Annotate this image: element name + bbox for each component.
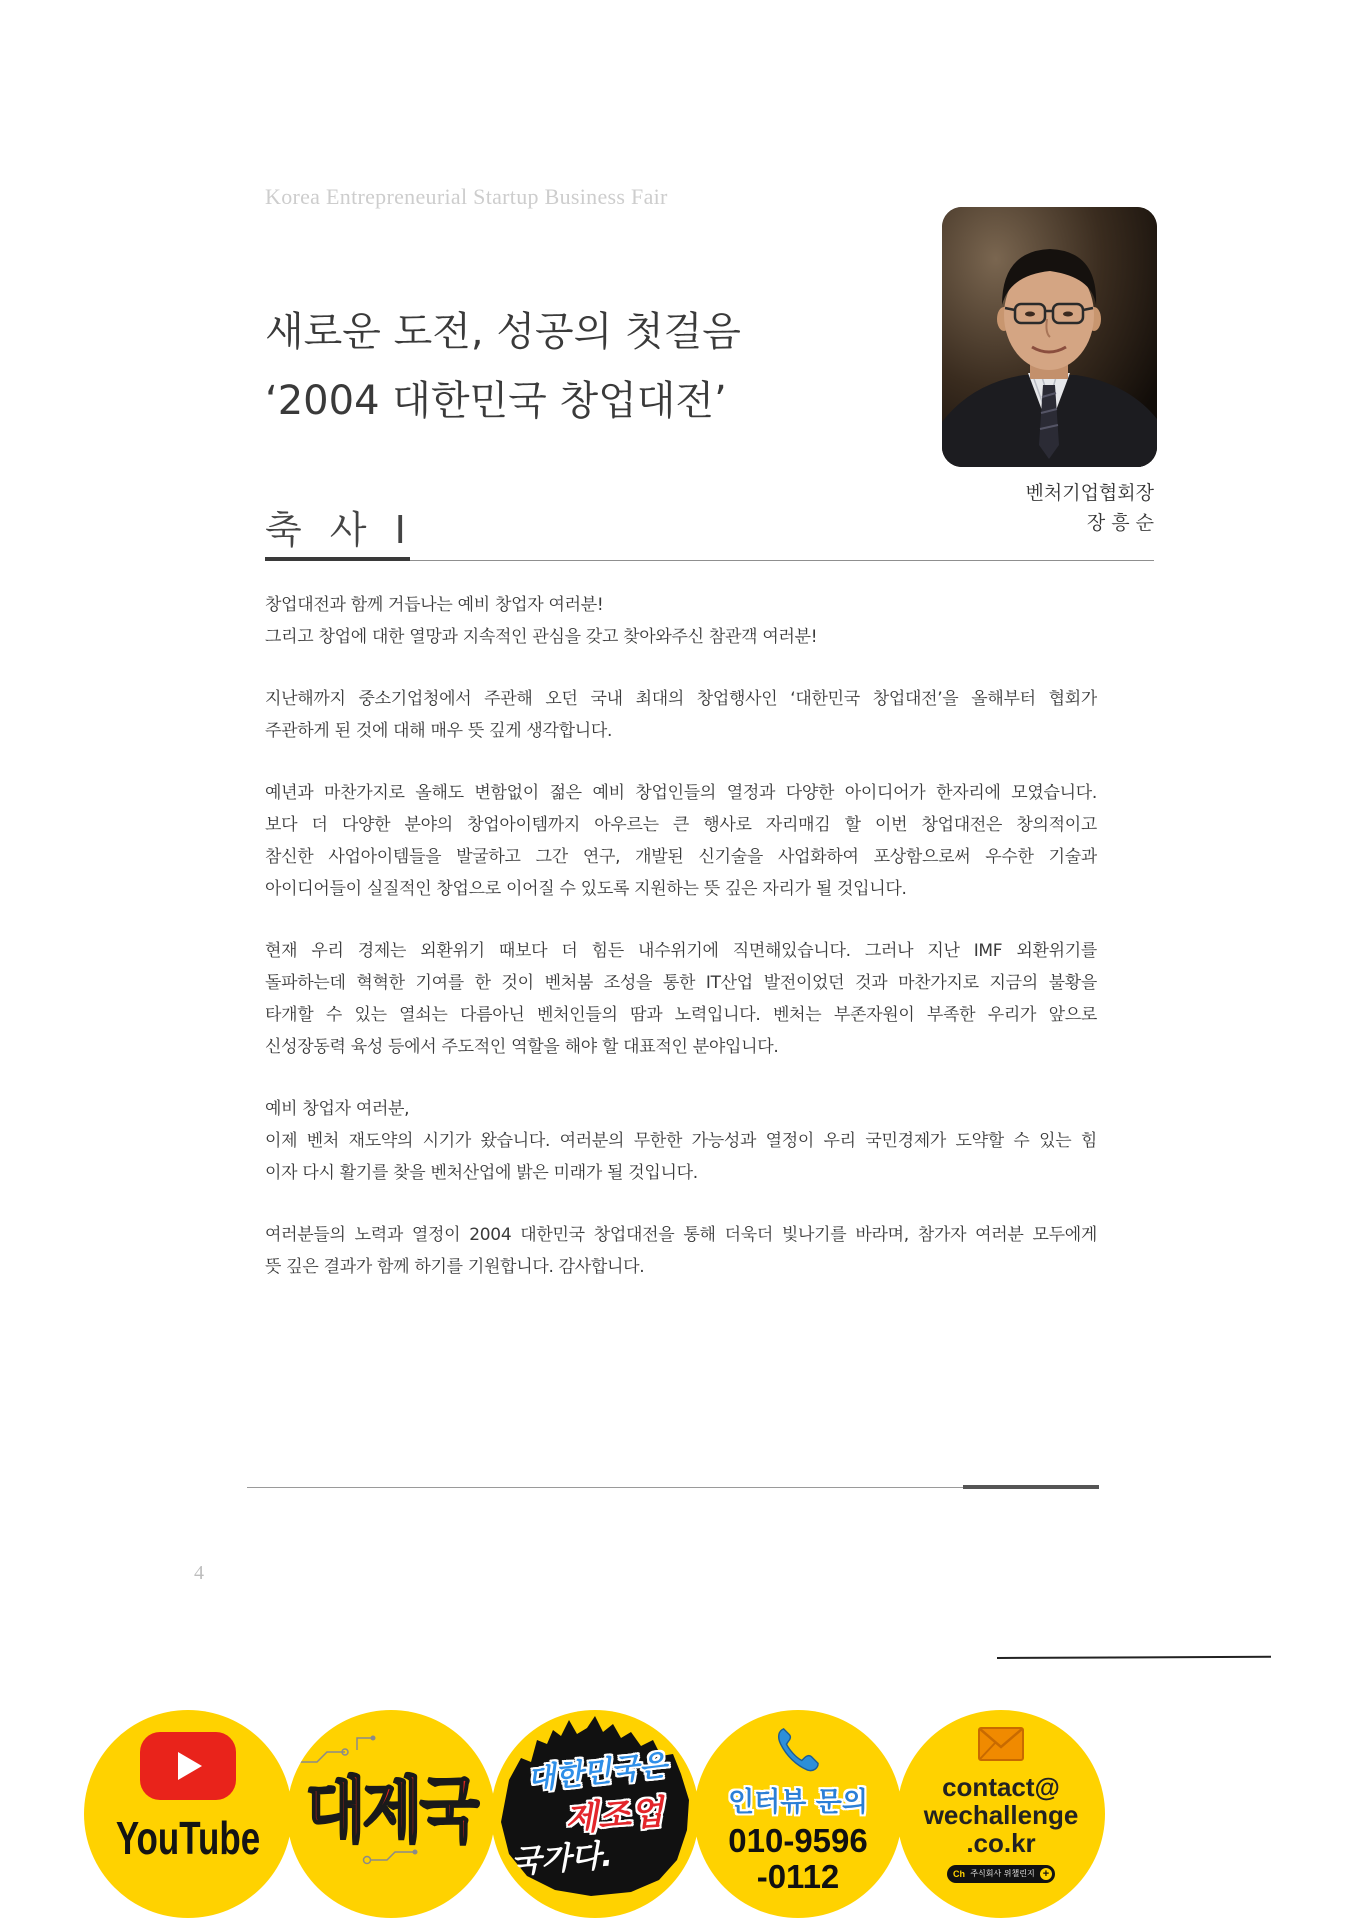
author-position: 벤처기업협회장 bbox=[1025, 482, 1154, 504]
youtube-label: YouTube bbox=[115, 1812, 261, 1864]
author-caption bbox=[1026, 478, 1154, 538]
email-line1: contact@ bbox=[942, 1772, 1060, 1802]
body-line: 아이디어들이 실질적인 창업으로 이어질 수 있도록 지원하는 뜻 깊은 자리가 될 것입니다. bbox=[265, 879, 907, 899]
paragraph bbox=[265, 1093, 1097, 1189]
slogan-line2: 제조업 bbox=[563, 1792, 665, 1840]
body-line: 현재 우리 경제는 외환위기 때보다 더 힘든 내수위기에 직면해있습니다. 그러나 지난 IMF 외환위기를 bbox=[265, 941, 1097, 961]
section-heading: 축 사 I bbox=[265, 508, 414, 552]
youtube-link-button[interactable] bbox=[84, 1710, 292, 1918]
body-line: 이자 다시 활기를 찾을 벤처산업에 밝은 미래가 될 것입니다. bbox=[265, 1163, 698, 1183]
slogan-link-button[interactable] bbox=[491, 1710, 699, 1918]
email-line2: wechallenge bbox=[923, 1800, 1079, 1830]
portrait-photo bbox=[942, 207, 1157, 467]
paragraph bbox=[265, 1219, 1097, 1283]
body-line: 뜻 깊은 결과가 함께 하기를 기원합니다. 감사합니다. bbox=[265, 1257, 645, 1277]
phone-number-line2: -0112 bbox=[756, 1858, 840, 1895]
paragraph bbox=[265, 589, 1097, 653]
channel-logo: Ch bbox=[953, 1869, 965, 1879]
body-line: 타개할 수 있는 열쇠는 다름아닌 벤처인들의 땀과 노력입니다. 벤처는 부존자원이 부족한 우리가 앞으로 bbox=[265, 1005, 1097, 1025]
slogan-line1: 대한민국은 bbox=[525, 1747, 669, 1797]
body-line: 보다 더 다양한 분야의 창업아이템까지 아우르는 큰 행사로 자리매김 할 이번 창업대전은 창의적이고 bbox=[265, 815, 1097, 835]
body-line: 예년과 마찬가지로 올해도 변함없이 젊은 예비 창업인들의 열정과 다양한 아이디어가 한자리에 모였습니다. bbox=[265, 783, 1097, 803]
author-name: 장 흥 순 bbox=[1086, 512, 1154, 534]
page-number: 4 bbox=[194, 1562, 204, 1584]
body-line: 신성장동력 육성 등에서 주도적인 역할을 해야 할 대표적인 분야입니다. bbox=[265, 1037, 779, 1057]
phone-number-line1: 010-9596 bbox=[728, 1822, 868, 1859]
body-line: 여러분들의 노력과 열정이 2004 대한민국 창업대전을 통해 더욱더 빛나기를 바라며, 참가자 여러분 모두에게 bbox=[265, 1225, 1097, 1245]
slogan-line3: 국가다. bbox=[509, 1837, 614, 1881]
body-line: 주관하게 된 것에 대해 매우 뜻 깊게 생각합니다. bbox=[265, 721, 613, 741]
company-badge bbox=[947, 1865, 1055, 1883]
email-line3: .co.kr bbox=[966, 1828, 1036, 1858]
body-line: 그리고 창업에 대한 열망과 지속적인 관심을 갖고 찾아와주신 참관객 여러분! bbox=[265, 627, 818, 647]
brand-label: 대제국 bbox=[305, 1768, 477, 1853]
footer-divider-accent bbox=[963, 1485, 1099, 1489]
plus-icon: + bbox=[1040, 1868, 1052, 1880]
interview-contact-button[interactable] bbox=[694, 1710, 902, 1918]
body-line: 이제 벤처 재도약의 시기가 왔습니다. 여러분의 무한한 가능성과 열정이 우리 국민경제가 도약할 수 있는 힘 bbox=[265, 1131, 1097, 1151]
body-line: 참신한 사업아이템들을 발굴하고 그간 연구, 개발된 신기술을 사업화하여 포상함으로써 우수한 기술과 bbox=[265, 847, 1097, 867]
scan-artifact-line bbox=[997, 1656, 1271, 1659]
section-divider-accent bbox=[265, 557, 410, 561]
envelope-icon bbox=[977, 1726, 1025, 1762]
body-line: 돌파하는데 혁혁한 기여를 한 것이 벤처붐 조성을 통한 IT산업 발전이었던 것과 마찬가지로 지금의 불황을 bbox=[265, 973, 1097, 993]
body-line: 예비 창업자 여러분, bbox=[265, 1099, 410, 1119]
paragraph bbox=[265, 777, 1097, 905]
running-title: Korea Entrepreneurial Startup Business Fair bbox=[265, 184, 668, 209]
phone-icon bbox=[774, 1724, 820, 1774]
body-text bbox=[265, 589, 1097, 1283]
paragraph bbox=[265, 683, 1097, 747]
email-contact-button[interactable] bbox=[897, 1710, 1105, 1918]
body-line: 지난해까지 중소기업청에서 주관해 오던 국내 최대의 창업행사인 ‘대한민국 창업대전’을 올해부터 협회가 bbox=[265, 689, 1097, 709]
page-title-line1: 새로운 도전, 성공의 첫걸음 bbox=[265, 309, 741, 355]
youtube-play-icon bbox=[140, 1732, 236, 1800]
interview-label: 인터뷰 문의 bbox=[728, 1787, 868, 1818]
body-line: 창업대전과 함께 거듭나는 예비 창업자 여러분! bbox=[265, 595, 604, 615]
company-name: 주식회사 위챌린지 bbox=[970, 1869, 1035, 1878]
page-title-line2: ‘2004 대한민국 창업대전’ bbox=[265, 378, 727, 424]
brand-link-button[interactable] bbox=[287, 1710, 495, 1918]
paragraph bbox=[265, 935, 1097, 1063]
